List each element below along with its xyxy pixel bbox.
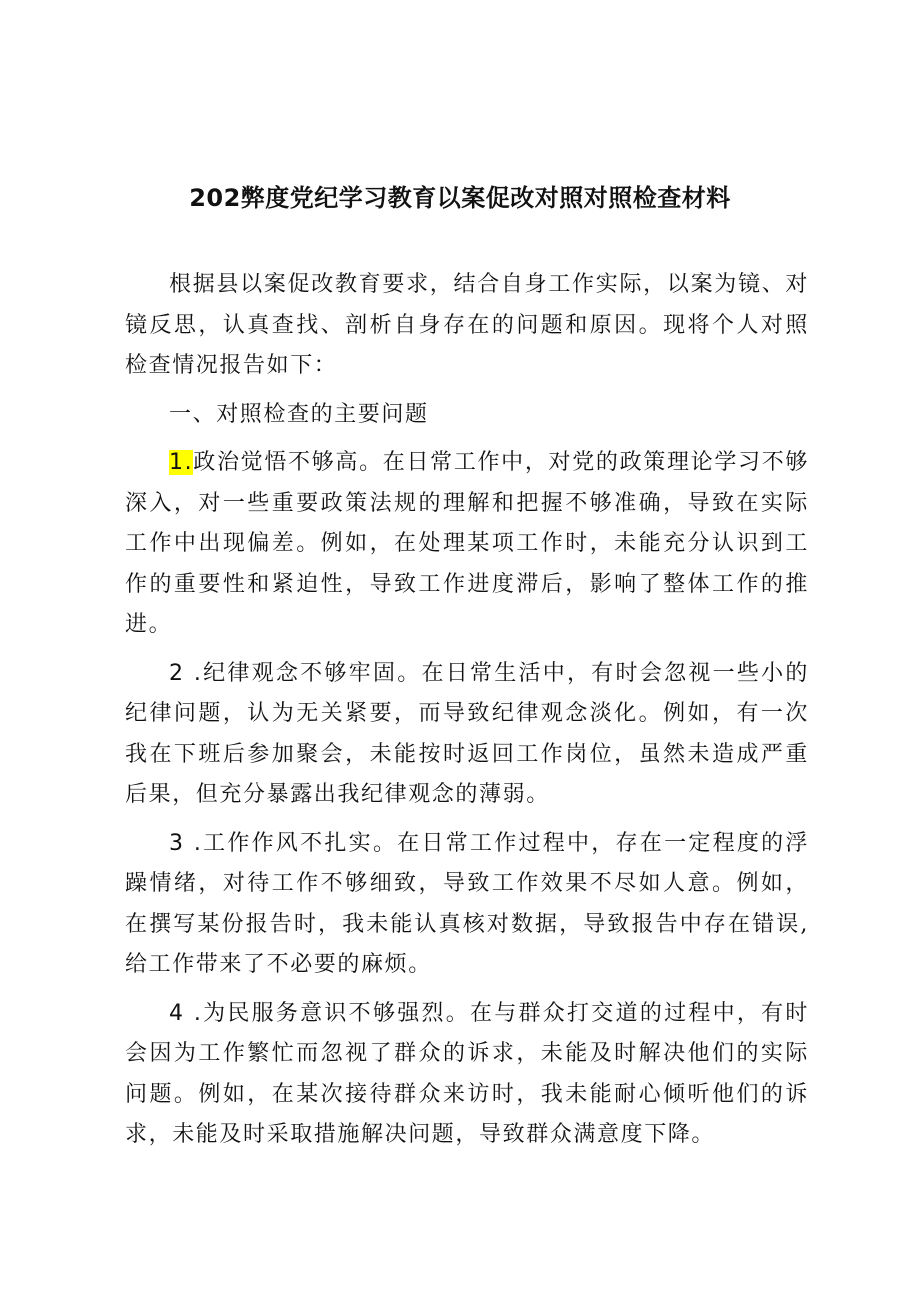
- item-paragraph-1: [125, 443, 809, 646]
- item-paragraph-4: [125, 994, 809, 1156]
- item-number-4: 4 .: [169, 1000, 203, 1026]
- item-text-3: 工作作风不扎实。在日常工作过程中，存在一定程度的浮躁情绪，对待工作不够细致，导致工作效果不尽如人意。例如，在撰写某份报告时，我未能认真核对数据，导致报告中存在错误,给工作带来了不必要的麻烦。: [125, 830, 809, 977]
- item-paragraph-2: [125, 654, 809, 816]
- item-number-3: 3 .: [169, 830, 203, 856]
- item-text-2: 纪律观念不够牢固。在日常生活中，有时会忽视一些小的纪律问题，认为无关紧要，而导致纪律观念淡化。例如，有一次我在下班后参加聚会，未能按时返回工作岗位，虽然未造成严重后果，但充分暴露出我纪律观念的薄弱。: [125, 660, 809, 807]
- item-text-1: 政治觉悟不够高。在日常工作中，对党的政策理论学习不够深入，对一些重要政策法规的理解和把握不够准确，导致在实际工作中出现偏差。例如，在处理某项工作时，未能充分认识到工作的重要性和紧迫性，导致工作进度滞后，影响了整体工作的推进。: [125, 450, 809, 637]
- section-heading: 一、对照检查的主要问题: [169, 401, 429, 427]
- item-number-2: 2 .: [169, 660, 203, 686]
- item-text-4: 为民服务意识不够强烈。在与群众打交道的过程中，有时会因为工作繁忙而忽视了群众的诉求，未能及时解决他们的实际问题。例如，在某次接待群众来访时，我未能耐心倾听他们的诉求，未能及时采取措施解决问题，导致群众满意度下降。: [125, 1000, 809, 1147]
- document-body: [125, 265, 809, 1156]
- item-paragraph-3: [125, 824, 809, 986]
- intro-paragraph: 根据县以案促改教育要求，结合自身工作实际，以案为镜、对镜反思，认真查找、剖析自身存在的问题和原因。现将个人对照检查情况报告如下：: [125, 272, 809, 378]
- document-title: 202弊度党纪学习教育以案促改对照对照检查材料: [189, 184, 731, 212]
- item-number-1: 1.: [169, 450, 194, 475]
